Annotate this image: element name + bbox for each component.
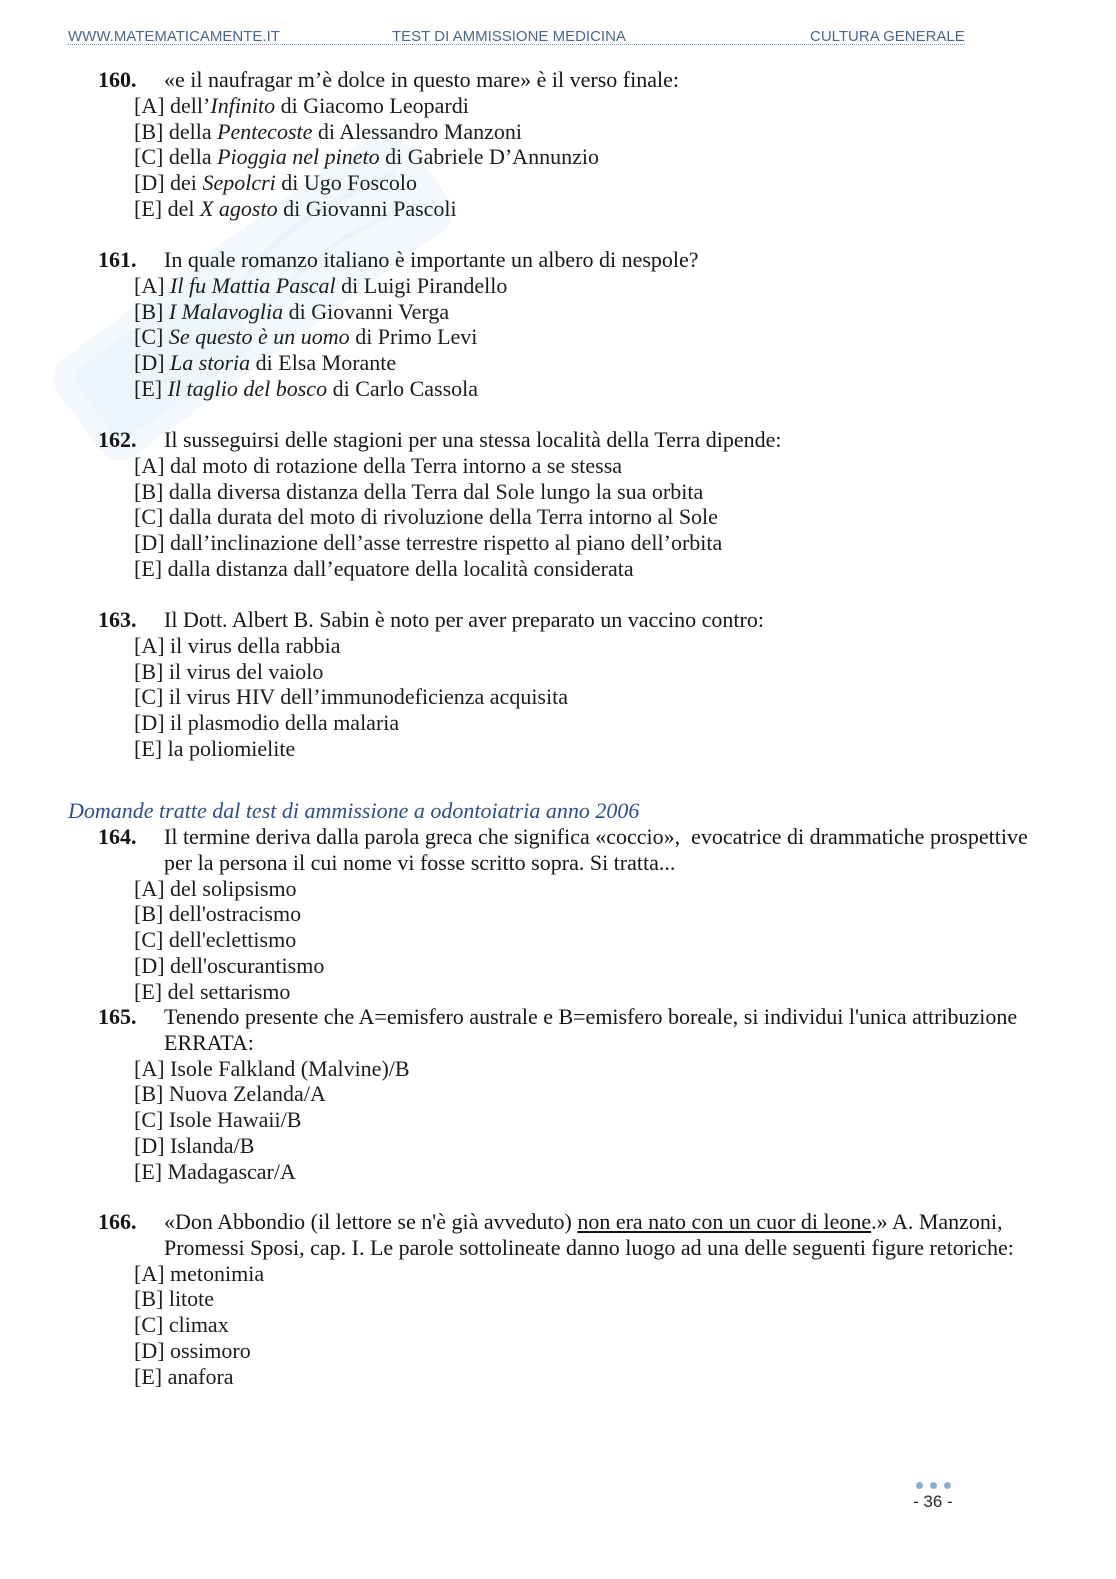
option-label: [E] bbox=[134, 555, 163, 581]
option-text-segment: di Carlo Cassola bbox=[327, 375, 479, 401]
option-text-segment: di Ugo Foscolo bbox=[275, 170, 417, 196]
option-label: [B] bbox=[134, 658, 164, 684]
question-number: 161. bbox=[98, 247, 137, 272]
question-text-segment: «Don Abbondio (il lettore se n'è già avveduto) bbox=[164, 1209, 578, 1234]
option-text-segment: del bbox=[167, 195, 200, 221]
option-text-segment: di Giovanni Pascoli bbox=[277, 195, 457, 221]
option-text-segment: della bbox=[168, 118, 218, 144]
option-text-segment: di Alessandro Manzoni bbox=[312, 118, 522, 144]
option-text-segment: Sepolcri bbox=[202, 170, 276, 196]
option-text-segment: Se questo è un uomo bbox=[168, 324, 350, 350]
page-number: - 36 - bbox=[913, 1492, 953, 1511]
option-label: [D] bbox=[134, 170, 165, 196]
answer-option bbox=[134, 1364, 1116, 1390]
option-text-segment: del solipsismo bbox=[170, 875, 297, 901]
option-text-segment: metonimia bbox=[170, 1260, 265, 1286]
question-text-segment: ERRATA: bbox=[164, 1029, 254, 1055]
option-label: [A] bbox=[134, 1055, 165, 1081]
option-label: [D] bbox=[134, 350, 165, 376]
answer-option bbox=[134, 659, 1116, 685]
option-label: [B] bbox=[134, 118, 164, 144]
answer-option bbox=[134, 530, 1116, 556]
option-label: [B] bbox=[134, 478, 164, 504]
option-text-segment: I Malavoglia bbox=[168, 298, 284, 324]
option-label: [C] bbox=[134, 1107, 164, 1133]
question-164 bbox=[0, 824, 1116, 1005]
answer-option bbox=[134, 1133, 1116, 1159]
option-label: [E] bbox=[134, 195, 163, 221]
option-label: [E] bbox=[134, 1158, 163, 1184]
answer-option bbox=[134, 376, 1116, 402]
option-label: [E] bbox=[134, 735, 163, 761]
question-number: 166. bbox=[98, 1209, 137, 1234]
answer-option bbox=[134, 1338, 1116, 1364]
option-text-segment: di Luigi Pirandello bbox=[335, 272, 508, 298]
answer-option bbox=[134, 633, 1116, 659]
question-text-segment: Il susseguirsi delle stagioni per una stessa località della Terra dipende: bbox=[164, 427, 782, 452]
answer-option bbox=[134, 144, 1116, 170]
answer-option bbox=[134, 1081, 1116, 1107]
option-text-segment: la poliomielite bbox=[167, 735, 296, 761]
option-text-segment: di Elsa Morante bbox=[250, 350, 397, 376]
question-text-line bbox=[164, 67, 1116, 93]
option-label: [C] bbox=[134, 1312, 164, 1338]
answer-option bbox=[134, 684, 1116, 710]
question-text-line bbox=[164, 1209, 1116, 1235]
answer-option bbox=[134, 927, 1116, 953]
option-text-segment: dall’inclinazione dell’asse terrestre rispetto al piano dell’orbita bbox=[170, 530, 723, 556]
header-title: TEST DI AMMISSIONE MEDICINA bbox=[392, 28, 626, 45]
answer-option bbox=[134, 1107, 1116, 1133]
option-text-segment: Infinito bbox=[210, 92, 276, 118]
answer-option bbox=[134, 1056, 1116, 1082]
answer-option bbox=[134, 299, 1116, 325]
option-label: [A] bbox=[134, 452, 165, 478]
option-text-segment: dell'ostracismo bbox=[168, 901, 302, 927]
question-text-segment: per la persona il cui nome vi fosse scritto sopra. Si tratta... bbox=[164, 849, 676, 875]
option-label: [C] bbox=[134, 324, 164, 350]
answer-option bbox=[134, 1312, 1116, 1338]
question-text-line bbox=[164, 247, 1116, 273]
option-label: [C] bbox=[134, 504, 164, 530]
question-text-segment: non era nato con un cuor di leone bbox=[577, 1209, 872, 1234]
question-text-segment: In quale romanzo italiano è importante un albero di nespole? bbox=[164, 247, 699, 272]
option-label: [B] bbox=[134, 901, 164, 927]
option-text-segment: climax bbox=[168, 1312, 229, 1338]
option-label: [C] bbox=[134, 144, 164, 170]
question-text-segment: Il termine deriva dalla parola greca che significa «coccio», evocatrice di drammatiche prospettive bbox=[164, 824, 1028, 849]
option-text-segment: La storia bbox=[170, 350, 251, 376]
footer-dot bbox=[944, 1482, 951, 1489]
answer-option bbox=[134, 556, 1116, 582]
answer-option bbox=[134, 504, 1116, 530]
question-162 bbox=[0, 427, 1116, 582]
question-text-segment: «e il naufragar m’è dolce in questo mare» è il verso finale: bbox=[164, 67, 679, 92]
option-text-segment: Pioggia nel pineto bbox=[217, 144, 380, 170]
option-text-segment: di Giovanni Verga bbox=[283, 298, 450, 324]
option-label: [E] bbox=[134, 375, 163, 401]
option-text-segment: di Giacomo Leopardi bbox=[275, 92, 469, 118]
option-label: [D] bbox=[134, 530, 165, 556]
option-text-segment: dell'eclettismo bbox=[168, 927, 297, 953]
option-label: [C] bbox=[134, 684, 164, 710]
option-label: [B] bbox=[134, 298, 164, 324]
footer-dot bbox=[930, 1482, 937, 1489]
option-text-segment: Isole Falkland (Malvine)/B bbox=[170, 1055, 410, 1081]
answer-option bbox=[134, 876, 1116, 902]
answer-option bbox=[134, 1261, 1116, 1287]
option-label: [B] bbox=[134, 1081, 164, 1107]
option-text-segment: il virus della rabbia bbox=[170, 632, 341, 658]
option-text-segment: il virus HIV dell’immunodeficienza acquisita bbox=[168, 684, 568, 710]
option-label: [A] bbox=[134, 272, 165, 298]
option-text-segment: ossimoro bbox=[170, 1337, 251, 1363]
answer-option bbox=[134, 170, 1116, 196]
option-label: [A] bbox=[134, 875, 165, 901]
question-text-line bbox=[164, 1235, 1116, 1261]
question-text-line bbox=[164, 607, 1116, 633]
option-label: [D] bbox=[134, 1337, 165, 1363]
question-166 bbox=[0, 1209, 1116, 1390]
option-label: [D] bbox=[134, 952, 165, 978]
header-divider bbox=[68, 44, 965, 45]
option-text-segment: del settarismo bbox=[167, 978, 291, 1004]
option-label: [C] bbox=[134, 927, 164, 953]
answer-option bbox=[134, 479, 1116, 505]
answer-option bbox=[134, 453, 1116, 479]
option-text-segment: dell’ bbox=[170, 92, 211, 118]
question-text-line bbox=[164, 850, 1116, 876]
answer-option bbox=[134, 901, 1116, 927]
answer-option bbox=[134, 710, 1116, 736]
header-subject: CULTURA GENERALE bbox=[810, 28, 965, 45]
question-text-segment: Il Dott. Albert B. Sabin è noto per aver preparato un vaccino contro: bbox=[164, 607, 764, 632]
question-number: 162. bbox=[98, 427, 137, 452]
question-number: 165. bbox=[98, 1004, 137, 1029]
answer-option bbox=[134, 979, 1116, 1005]
question-text-segment: .» A. Manzoni, bbox=[871, 1209, 1003, 1234]
question-number: 160. bbox=[98, 67, 137, 92]
section-heading: Domande tratte dal test di ammissione a odontoiatria anno 2006 bbox=[68, 798, 640, 823]
header-site: WWW.MATEMATICAMENTE.IT bbox=[68, 28, 280, 45]
option-text-segment: Pentecoste bbox=[217, 118, 313, 144]
answer-option bbox=[134, 324, 1116, 350]
answer-option bbox=[134, 350, 1116, 376]
answer-option bbox=[134, 93, 1116, 119]
option-text-segment: Il fu Mattia Pascal bbox=[170, 272, 336, 298]
question-161 bbox=[0, 247, 1116, 402]
question-text-segment: Tenendo presente che A=emisfero australe e B=emisfero boreale, si individui l'unica attribuzione bbox=[164, 1004, 1018, 1029]
option-label: [A] bbox=[134, 1260, 165, 1286]
option-text-segment: Nuova Zelanda/A bbox=[168, 1081, 326, 1107]
option-label: [A] bbox=[134, 92, 165, 118]
footer-dot bbox=[916, 1482, 923, 1489]
option-text-segment: dell'oscurantismo bbox=[170, 952, 325, 978]
question-text-line bbox=[164, 824, 1116, 850]
question-163 bbox=[0, 607, 1116, 762]
question-text-line bbox=[164, 1030, 1116, 1056]
answer-option bbox=[134, 1286, 1116, 1312]
option-label: [E] bbox=[134, 978, 163, 1004]
question-number: 164. bbox=[98, 824, 137, 849]
answer-option bbox=[134, 1159, 1116, 1185]
question-text-line bbox=[164, 1004, 1116, 1030]
option-label: [D] bbox=[134, 1132, 165, 1158]
question-165 bbox=[0, 1004, 1116, 1185]
option-text-segment: anafora bbox=[167, 1363, 234, 1389]
option-text-segment: dalla distanza dall’equatore della località considerata bbox=[167, 555, 634, 581]
option-label: [B] bbox=[134, 1286, 164, 1312]
answer-option bbox=[134, 273, 1116, 299]
option-label: [D] bbox=[134, 710, 165, 736]
answer-option bbox=[134, 736, 1116, 762]
question-text-segment: Promessi Sposi, cap. I. Le parole sottolineate danno luogo ad una delle seguenti figure retoriche: bbox=[164, 1234, 1014, 1260]
option-text-segment: il plasmodio della malaria bbox=[170, 710, 400, 736]
answer-option bbox=[134, 196, 1116, 222]
option-text-segment: Il taglio del bosco bbox=[167, 375, 328, 401]
option-text-segment: litote bbox=[168, 1286, 215, 1312]
answer-option bbox=[134, 119, 1116, 145]
option-text-segment: Isole Hawaii/B bbox=[168, 1107, 302, 1133]
option-text-segment: di Gabriele D’Annunzio bbox=[379, 144, 599, 170]
option-text-segment: dalla durata del moto di rivoluzione della Terra intorno al Sole bbox=[168, 504, 718, 530]
option-label: [A] bbox=[134, 632, 165, 658]
option-text-segment: Madagascar/A bbox=[167, 1158, 296, 1184]
option-text-segment: dalla diversa distanza della Terra dal Sole lungo la sua orbita bbox=[168, 478, 704, 504]
question-text-line bbox=[164, 427, 1116, 453]
question-number: 163. bbox=[98, 607, 137, 632]
question-160 bbox=[0, 67, 1116, 222]
option-text-segment: il virus del vaiolo bbox=[168, 658, 324, 684]
option-text-segment: dal moto di rotazione della Terra intorno a se stessa bbox=[170, 452, 623, 478]
option-text-segment: della bbox=[168, 144, 218, 170]
option-label: [E] bbox=[134, 1363, 163, 1389]
option-text-segment: Islanda/B bbox=[170, 1132, 255, 1158]
option-text-segment: X agosto bbox=[199, 195, 278, 221]
option-text-segment: di Primo Levi bbox=[349, 324, 478, 350]
option-text-segment: dei bbox=[170, 170, 203, 196]
answer-option bbox=[134, 953, 1116, 979]
